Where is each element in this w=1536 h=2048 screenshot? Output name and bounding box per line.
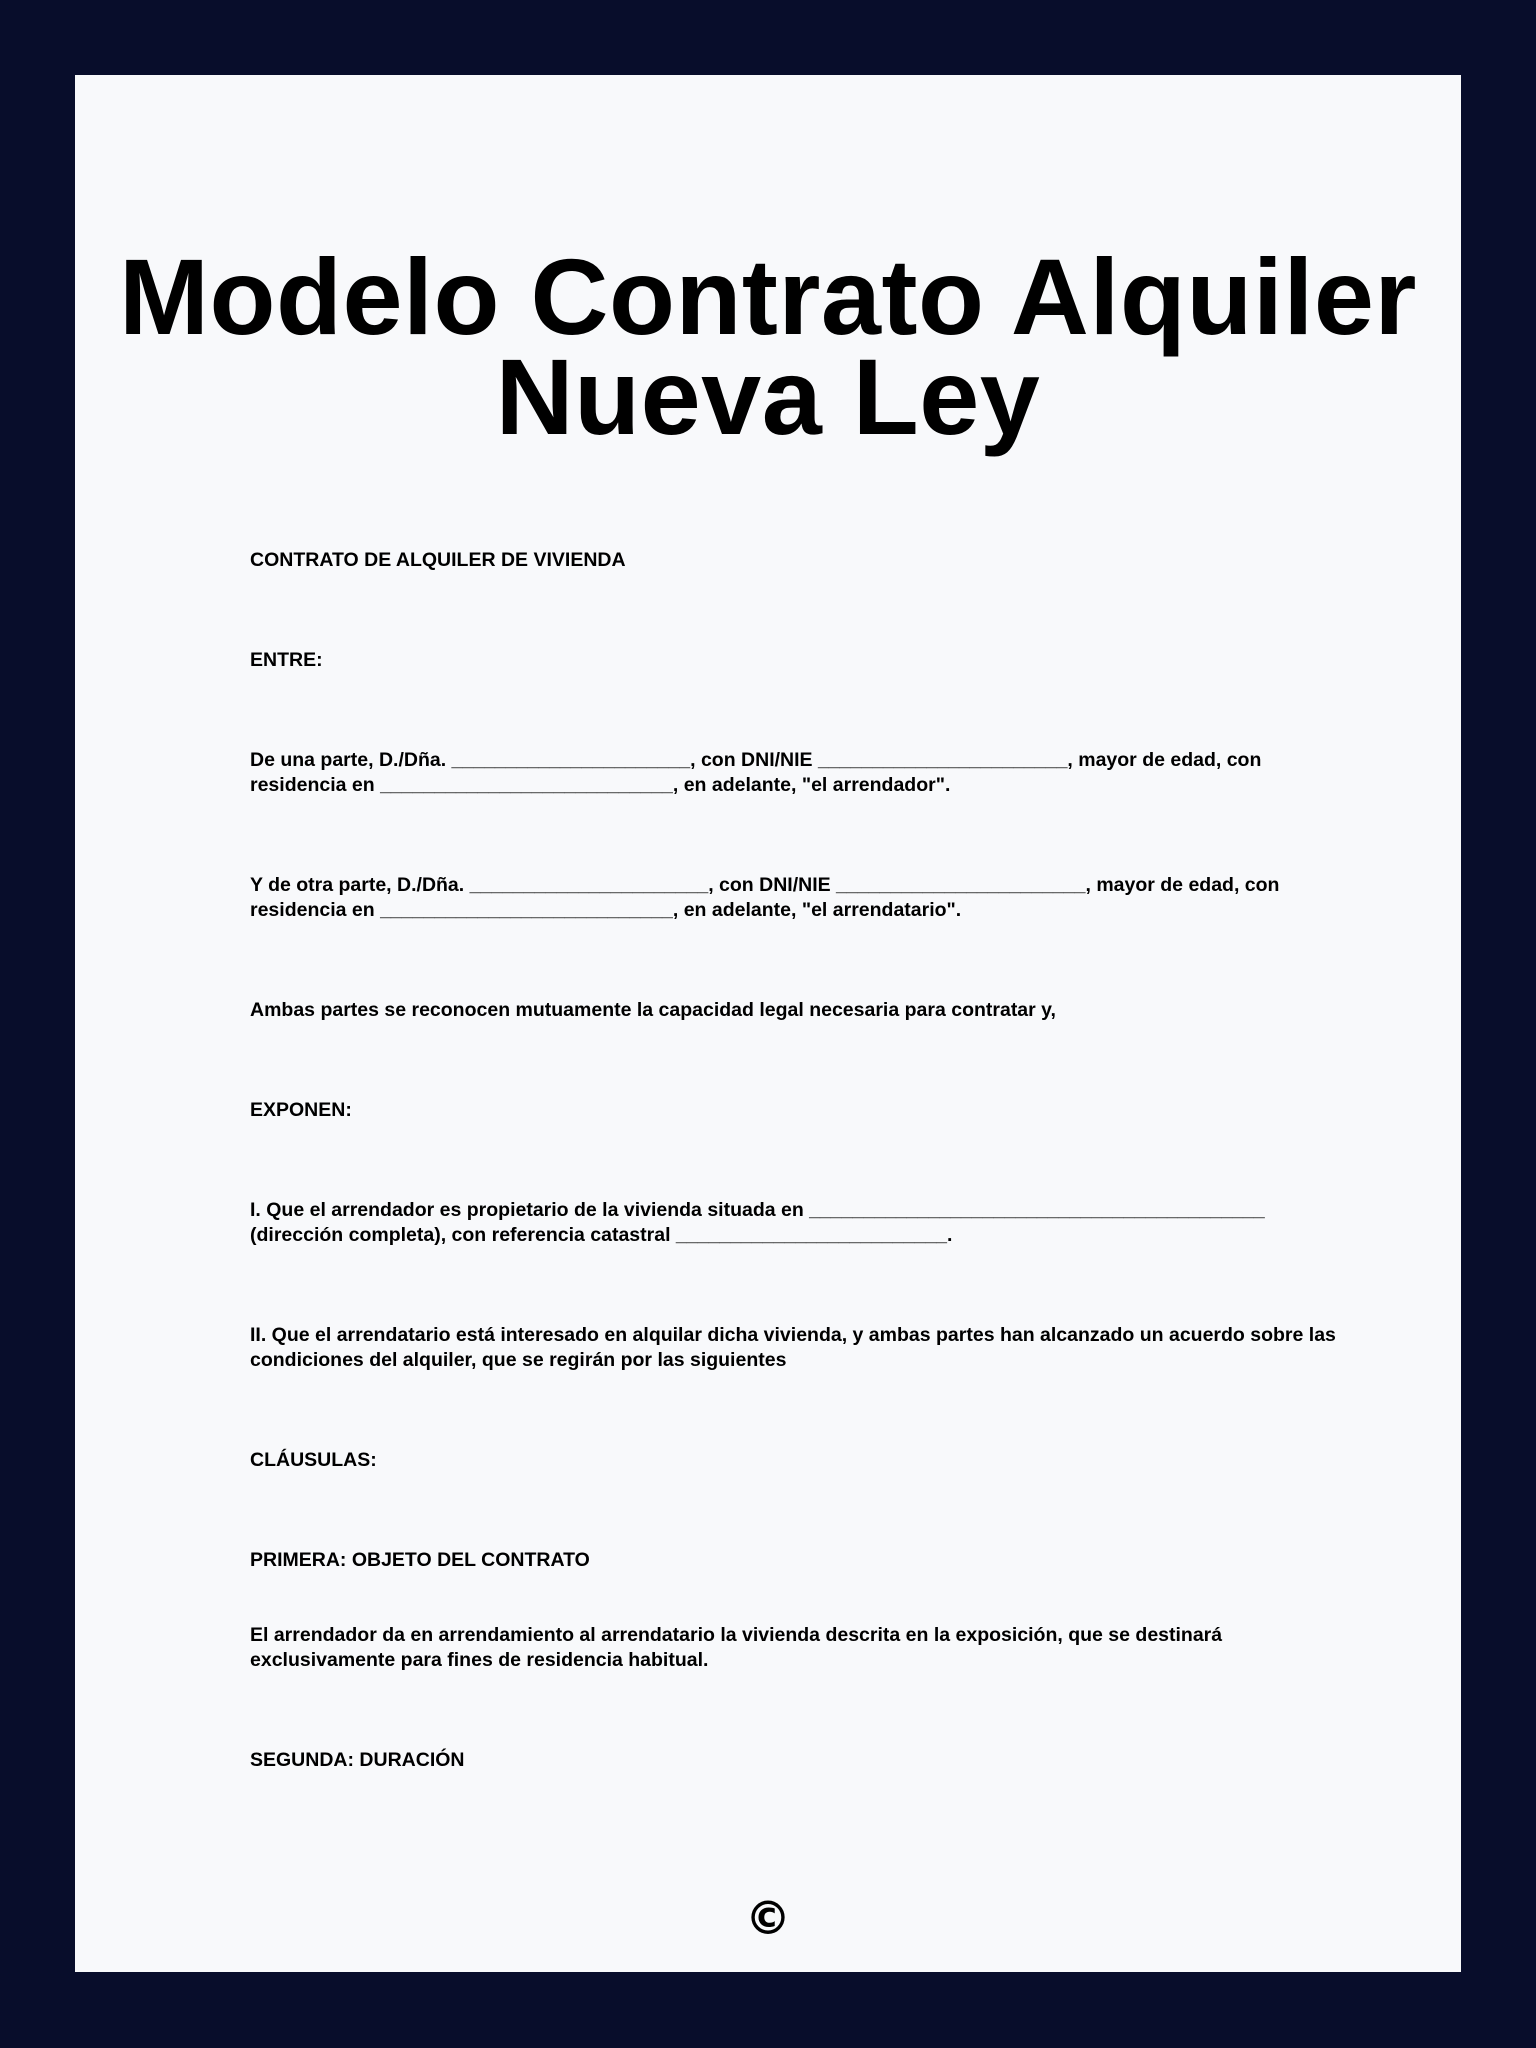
clause-second-heading: SEGUNDA: DURACIÓN [250,1749,465,1771]
document-page [75,75,1461,1972]
parties-heading: ENTRE: [250,649,323,671]
clause-first-text: El arrendador da en arrendamiento al arrendatario la vivienda descrita en la exposición, que se destinará exclusivamente para fines de residencia habitual. [250,1624,1228,1671]
exponen-heading: EXPONEN: [250,1099,352,1121]
clause-first-heading: PRIMERA: OBJETO DEL CONTRATO [250,1549,590,1571]
document-title: Modelo Contrato Alquiler Nueva Ley [119,236,1417,457]
statement-one: I. Que el arrendador es propietario de la vivienda situada en __________________________________________ (dirección completa), con referencia catastral _________________________. [250,1199,1271,1246]
copyright-icon: © [745,1891,791,1945]
contract-heading: CONTRATO DE ALQUILER DE VIVIENDA [250,549,626,571]
landlord-paragraph: De una parte, D./Dña. ______________________, con DNI/NIE _______________________, mayor de edad, con residencia en ___________________________, en adelante, "el arrendador". [250,749,1267,796]
statement-two: II. Que el arrendatario está interesado en alquilar dicha vivienda, y ambas partes han alcanzado un acuerdo sobre las condiciones del alquiler, que se regirán por las siguientes [250,1324,1342,1371]
capacity-paragraph: Ambas partes se reconocen mutuamente la capacidad legal necesaria para contratar y, [250,999,1056,1021]
clauses-heading: CLÁUSULAS: [250,1449,377,1471]
document-body [250,548,1360,1773]
tenant-paragraph: Y de otra parte, D./Dña. ______________________, con DNI/NIE _______________________, mayor de edad, con residencia en ___________________________, en adelante, "el arrendatario". [250,874,1285,921]
